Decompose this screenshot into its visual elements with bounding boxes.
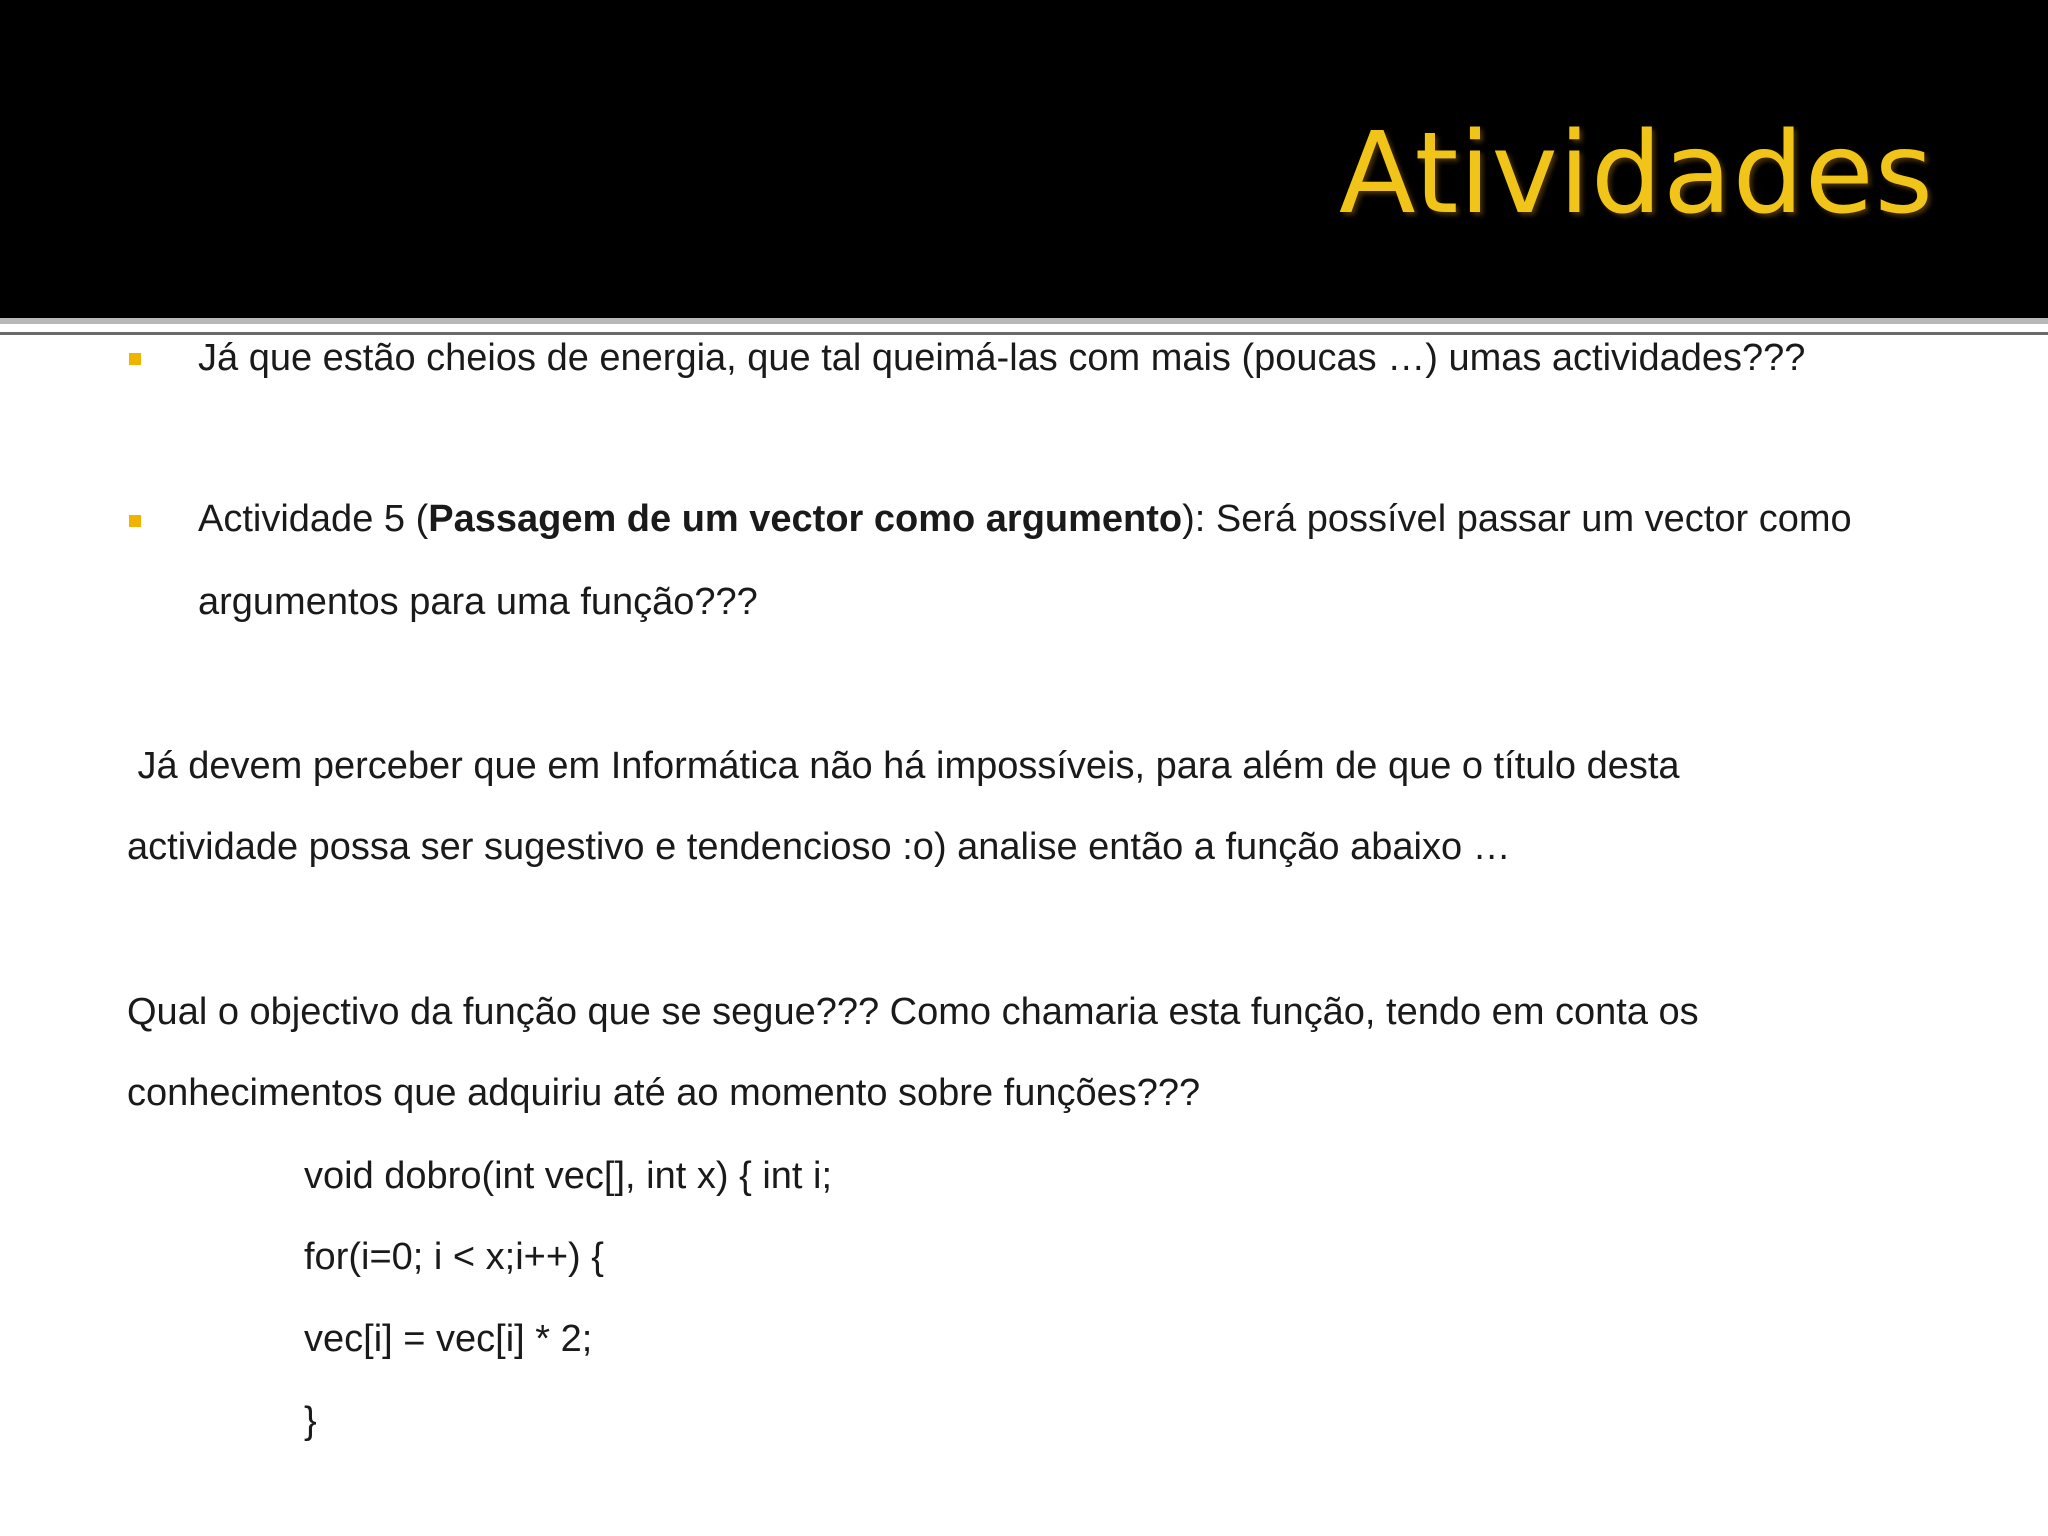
code-line-4: }	[304, 1400, 317, 1442]
bullet-2-bold-topic: Passagem de um vector como argumento	[428, 498, 1183, 540]
code-line-2: for(i=0; i < x;i++) {	[304, 1236, 604, 1278]
header-divider-light	[0, 318, 2048, 324]
bullet-text-2-continuation: argumentos para uma função???	[198, 581, 758, 623]
code-line-3: vec[i] = vec[i] * 2;	[304, 1318, 593, 1360]
paragraph-2-line-2: conhecimentos que adquiriu até ao momento sobre funções???	[127, 1072, 1201, 1114]
bullet-text-1: Já que estão cheios de energia, que tal queimá-las com mais (poucas …) umas actividades???	[198, 337, 1806, 379]
header-divider-dark	[0, 332, 2048, 335]
bullet-marker-1	[129, 353, 141, 365]
paragraph-1-line-2: actividade possa ser sugestivo e tendencioso :o) analise então a função abaixo …	[127, 826, 1511, 868]
code-line-1: void dobro(int vec[], int x) { int i;	[304, 1155, 833, 1197]
bullet-marker-2	[129, 515, 141, 527]
paragraph-2-line-1: Qual o objectivo da função que se segue??? Como chamaria esta função, tendo em conta os	[127, 991, 1699, 1033]
bullet-2-suffix: ): Será possível passar um vector como	[1182, 498, 1852, 540]
bullet-text-2	[198, 497, 1852, 543]
slide-title: Atividades	[1338, 109, 1934, 239]
paragraph-1-line-1: Já devem perceber que em Informática não há impossíveis, para além de que o título desta	[127, 745, 1680, 787]
bullet-2-prefix: Actividade 5 (	[198, 498, 429, 540]
